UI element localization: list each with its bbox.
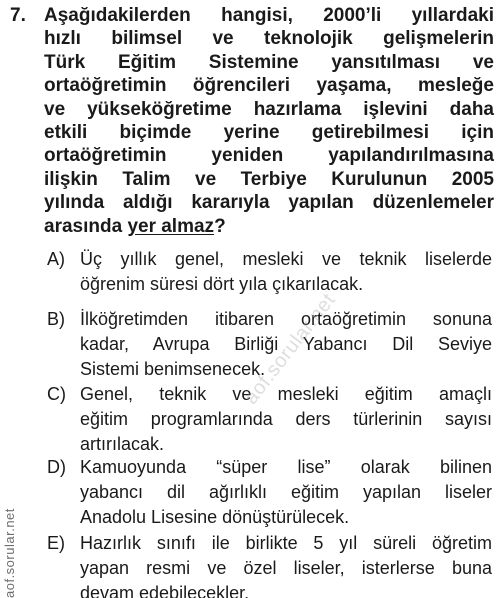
option-line: artırılacak. bbox=[80, 433, 165, 454]
stem-line: yılında aldığı kararıyla yapılan düzenlemeler bbox=[44, 192, 494, 214]
stem-line: ortaöğretimin yeniden yapılandırılmasına bbox=[44, 145, 494, 167]
stem-last-line bbox=[44, 215, 494, 238]
stem-line: Aşağıdakilerden hangisi, 2000’li yıllardaki bbox=[44, 5, 494, 26]
option-line: öğrenim süresi dört yıla çıkarılacak. bbox=[80, 273, 364, 294]
stem-line: Türk Eğitim Sistemine yansıtılması ve bbox=[44, 51, 494, 73]
watermark-side: aof.sorular.net bbox=[2, 508, 17, 598]
option-line: kadar, Avrupa Birliği Yabancı Dil Seviye bbox=[80, 333, 492, 354]
question-stem bbox=[44, 4, 494, 238]
question-number: 7. bbox=[10, 5, 26, 26]
stem-line: ortaöğretimin öğrencileri yaşama, mesleğe bbox=[44, 75, 494, 97]
option-letter: D) bbox=[47, 457, 66, 477]
stem-line: ve yükseköğretime hazırlama işlevini daha bbox=[44, 98, 494, 120]
stem-line: ilişkin Talim ve Terbiye Kurulunun 2005 bbox=[44, 168, 494, 190]
option-letter: E) bbox=[47, 533, 65, 553]
stem-last-prefix: arasında bbox=[44, 215, 128, 237]
stem-line: etkili biçimde yerine getirebilmesi için bbox=[44, 122, 494, 144]
option-line: Hazırlık sınıfı ile birlikte 5 yıl süreli öğretim bbox=[80, 533, 492, 553]
option-line: yapan resmi ve özel liseler, isterlerse buna bbox=[80, 557, 492, 578]
option-text bbox=[80, 382, 492, 456]
option-line: Kamuoyunda “süper lise” olarak bilinen bbox=[80, 457, 492, 477]
option-letter: A) bbox=[47, 249, 65, 269]
option-text bbox=[80, 455, 492, 529]
option-line: İlköğretimden itibaren ortaöğretimin sonuna bbox=[80, 309, 492, 329]
option-text bbox=[80, 247, 492, 297]
stem-emphasis: yer almaz bbox=[127, 215, 215, 237]
option-text bbox=[80, 531, 492, 598]
watermark-diagonal: aof.sorular.net bbox=[240, 289, 340, 409]
option-line: devam edebilecekler. bbox=[80, 582, 250, 598]
option-line: Üç yıllık genel, mesleki ve teknik liselerde bbox=[80, 249, 492, 269]
option-line: eğitim programlarında ders türlerinin sayısı bbox=[80, 408, 492, 429]
option-line: Anadolu Lisesine dönüştürülecek. bbox=[80, 506, 350, 527]
stem-line: hızlı bilimsel ve teknolojik gelişmelerin bbox=[44, 28, 494, 50]
stem-question-mark: ? bbox=[214, 215, 226, 237]
option-letter: B) bbox=[47, 309, 65, 329]
option-line: Genel, teknik ve mesleki eğitim amaçlı bbox=[80, 384, 492, 404]
option-line: Sistemi benimsenecek. bbox=[80, 358, 266, 379]
option-line: yabancı dil ağırlıklı eğitim yapılan liseler bbox=[80, 481, 492, 502]
option-letter: C) bbox=[47, 384, 66, 404]
